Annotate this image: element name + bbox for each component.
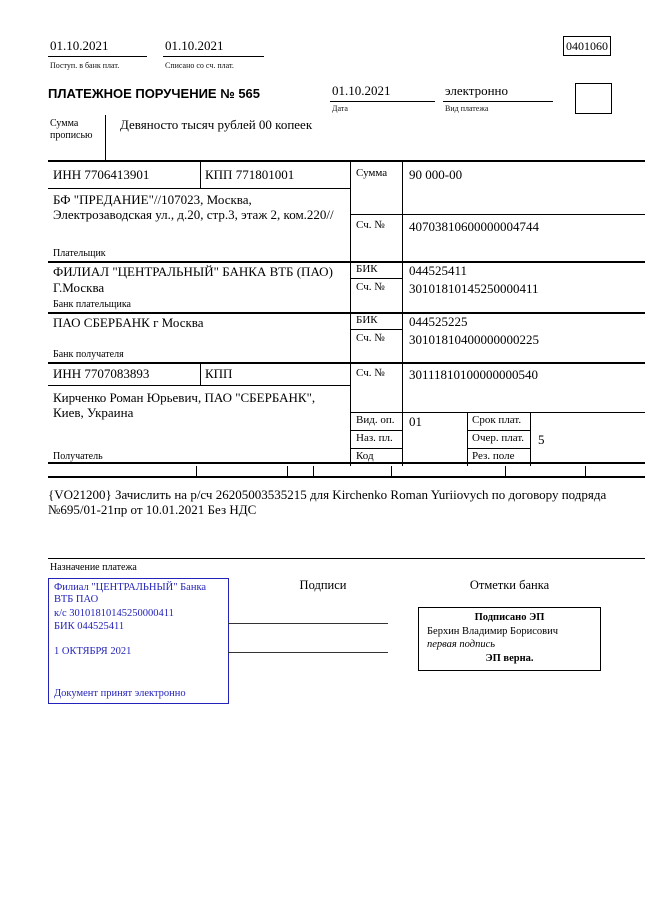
- grid-h-recipbank-bik: [350, 329, 402, 330]
- debited-date: 01.10.2021: [165, 38, 224, 53]
- recipient-bank-account: 30101810400000000225: [409, 332, 539, 347]
- purpose-label: Назначение платежа: [50, 562, 137, 573]
- form-code-box: 0401060: [563, 36, 611, 56]
- amount-words-label: Сумма прописью: [50, 118, 93, 141]
- stamp-bank-name: Филиал "ЦЕНТРАЛЬНЫЙ" Банка ВТБ ПАО: [54, 582, 207, 606]
- payment-type-value: электронно: [445, 83, 509, 98]
- esignature-title: Подписано ЭП: [474, 612, 545, 623]
- payer-kpp: КПП 771801001: [205, 167, 295, 182]
- payer-name: БФ "ПРЕДАНИЕ"//107023, Москва, Электрозаводская ул., д.20, стр.3, этаж 2, ком.220//: [53, 192, 334, 223]
- res-field-label: Рез. поле: [472, 450, 515, 462]
- stamp-date: 1 ОКТЯБРЯ 2021: [54, 646, 132, 657]
- grid-h-term2: [467, 448, 530, 449]
- payer-account: 40703810600000004744: [409, 219, 539, 234]
- tax-fields-row: [48, 466, 645, 478]
- esignature-box: [418, 607, 601, 671]
- order-label: Очер. плат.: [472, 432, 525, 444]
- grid-h-under-payer-bank: [48, 312, 645, 314]
- grid-h-payerbank-bik: [350, 278, 402, 279]
- tax-divider-1: [196, 466, 197, 478]
- recipient-account: 30111810100000000540: [409, 367, 539, 382]
- op-type-label: Вид. оп.: [356, 414, 395, 426]
- payer-bank-account: 30101810145250000411: [409, 281, 539, 296]
- grid-v-term-col-left: [467, 412, 468, 466]
- grid-h-above-op: [350, 412, 645, 413]
- grid-h-under-payer-inn: [48, 188, 350, 189]
- grid-h-under-recipient-bank: [48, 362, 645, 364]
- op-type-value: 01: [409, 414, 422, 429]
- grid-v-inn-kpp-payer: [200, 162, 201, 188]
- payment-type-field: [443, 83, 553, 102]
- recipient-kpp: КПП: [205, 366, 233, 381]
- debited-label: Списано со сч. плат.: [165, 61, 234, 70]
- grid-h-op2: [350, 448, 402, 449]
- payer-bank-bik: 044525411: [409, 263, 468, 278]
- bank-marks-title: Отметки банка: [469, 578, 550, 592]
- payer-bank-label: Банк плательщика: [53, 299, 131, 310]
- received-in-bank-field: [48, 38, 147, 57]
- recipient-name: Кирченко Роман Юрьевич, ПАО "СБЕРБАНК", Киев, Украина: [53, 390, 316, 421]
- recipient-label: Получатель: [53, 451, 103, 462]
- payer-bank-name: ФИЛИАЛ "ЦЕНТРАЛЬНЫЙ" БАНКА ВТБ (ПАО): [53, 264, 333, 279]
- recipient-bank-label: Банк получателя: [53, 349, 124, 360]
- grid-v-label-col-left: [350, 162, 351, 466]
- stamp-bik: БИК 044525411: [54, 620, 125, 632]
- amount-words-divider: [105, 115, 106, 160]
- term-label: Срок плат.: [472, 414, 522, 426]
- date-field: [330, 83, 435, 102]
- payer-bank-city: Г.Москва: [53, 280, 105, 295]
- esignature-signer: Берхин Владимир Борисович: [427, 625, 558, 637]
- grid-h-under-payer: [48, 261, 645, 263]
- stamp-footer: Документ принят электронно: [54, 687, 186, 699]
- grid-h-op1: [350, 430, 402, 431]
- signature-line-1: [228, 623, 388, 624]
- esignature-type: первая подпись: [427, 639, 496, 651]
- payment-type-label: Вид платежа: [445, 104, 489, 113]
- purpose-underline: [48, 558, 645, 559]
- recipient-bank-bik-label: БИК: [356, 314, 378, 326]
- grid-h-term1: [467, 430, 530, 431]
- tax-divider-6: [585, 466, 586, 478]
- grid-h-under-recipient-inn: [48, 385, 350, 386]
- purpose-text: {VO21200} Зачислить на р/сч 26205003535215 для Kirchenko Roman Yuriiovych по договору подряда №695/01-21пр от 10.01.2021 Без НДС: [48, 487, 607, 518]
- grid-v-label-col-right: [402, 162, 403, 466]
- recipient-account-label: Сч. №: [356, 367, 385, 379]
- code-label: Код: [356, 450, 374, 462]
- tax-divider-5: [505, 466, 506, 478]
- payer-account-label: Сч. №: [356, 219, 385, 231]
- document-title: ПЛАТЕЖНОЕ ПОРУЧЕНИЕ № 565: [48, 86, 261, 101]
- grid-v-inn-kpp-recipient: [200, 362, 201, 385]
- order-value: 5: [538, 432, 545, 447]
- recipient-bank-bik: 044525225: [409, 314, 468, 329]
- recipient-bank-name: ПАО СБЕРБАНК г Москва: [53, 315, 204, 330]
- status-field-box: [575, 83, 612, 114]
- recipient-bank-account-label: Сч. №: [356, 332, 385, 344]
- main-table: [48, 160, 645, 464]
- amount-words-value: Девяносто тысяч рублей 00 копеек: [120, 117, 313, 132]
- tax-divider-2: [287, 466, 288, 478]
- signature-line-2: [228, 652, 388, 653]
- payer-inn: ИНН 7706413901: [53, 167, 150, 182]
- payer-bank-bik-label: БИК: [356, 263, 378, 275]
- amount-value: 90 000-00: [409, 167, 463, 182]
- stamp-corr-account: к/с 30101810145250000411: [54, 607, 174, 619]
- received-date: 01.10.2021: [50, 38, 109, 53]
- payer-label: Плательщик: [53, 248, 106, 259]
- signatures-title: Подписи: [299, 578, 347, 592]
- bank-stamp: [48, 578, 229, 704]
- payer-bank-account-label: Сч. №: [356, 281, 385, 293]
- tax-divider-3: [313, 466, 314, 478]
- received-label: Поступ. в банк плат.: [50, 61, 120, 70]
- date-value: 01.10.2021: [332, 83, 391, 98]
- esignature-verified: ЭП верна.: [485, 652, 534, 664]
- recipient-inn: ИНН 7707083893: [53, 366, 150, 381]
- date-label: Дата: [332, 104, 348, 113]
- grid-h-under-amount: [350, 214, 645, 215]
- tax-divider-4: [391, 466, 392, 478]
- grid-v-term-col-right: [530, 412, 531, 466]
- amount-cell-label: Сумма: [356, 167, 388, 179]
- debited-field: [163, 38, 264, 57]
- naz-label: Наз. пл.: [356, 432, 393, 444]
